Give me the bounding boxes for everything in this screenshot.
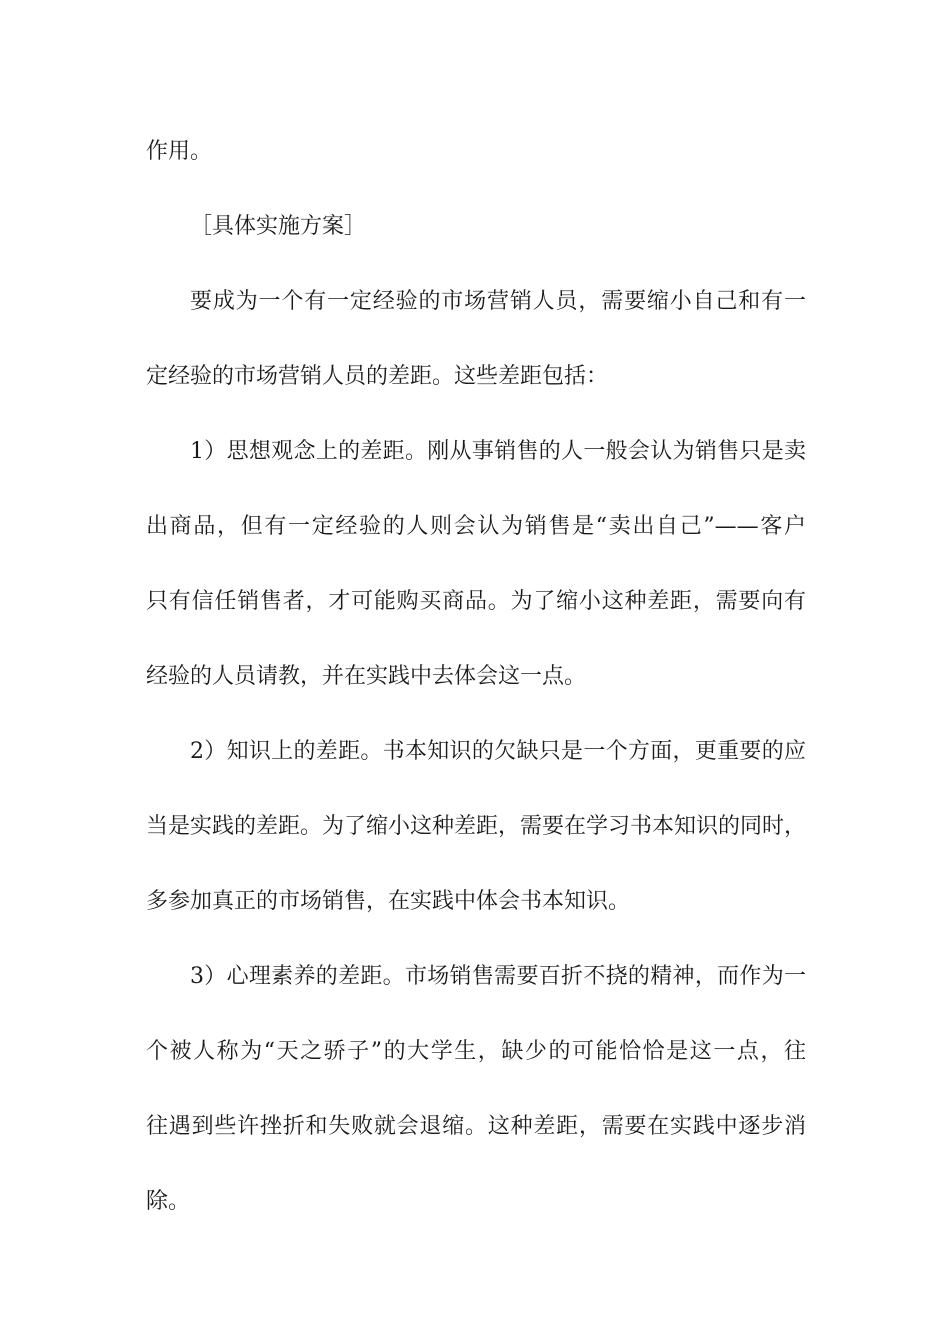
- body-text: [146, 125, 806, 1250]
- point-2-line-2: 当是实践的差距。为了缩小这种差距，需要在学习书本知识的同时，: [146, 814, 807, 839]
- point-1-line-3: 只有信任销售者，才可能购买商品。为了缩小这种差距，需要向有: [146, 589, 806, 614]
- point-1-line-1: 1）思想观念上的差距。刚从事销售的人一般会认为销售只是卖: [190, 439, 806, 464]
- point-2-line-3: 多参加真正的市场销售，在实践中体会书本知识。: [146, 889, 631, 914]
- point-2-line-1: 2）知识上的差距。书本知识的欠缺只是一个方面，更重要的应: [190, 739, 806, 764]
- point-3-line-3: 往遇到些许挫折和失败就会退缩。这种差距，需要在实践中逐步消: [146, 1114, 806, 1139]
- point-3-line-4: 除。: [146, 1189, 191, 1214]
- paragraph-ending-line: 作用。: [146, 139, 213, 164]
- intro-line-1: 要成为一个有一定经验的市场营销人员，需要缩小自己和有一: [190, 289, 806, 314]
- point-1-line-2: 出商品，但有一定经验的人则会认为销售是“卖出自己”——客户: [146, 514, 806, 539]
- section-heading: ［具体实施方案］: [190, 214, 367, 239]
- point-3-line-2: 个被人称为“天之骄子”的大学生，缺少的可能恰恰是这一点，往: [146, 1039, 806, 1064]
- point-1-line-4: 经验的人员请教，并在实践中去体会这一点。: [146, 664, 587, 689]
- point-3-line-1: 3）心理素养的差距。市场销售需要百折不挠的精神，而作为一: [190, 964, 806, 989]
- intro-line-2: 定经验的市场营销人员的差距。这些差距包括：: [146, 364, 609, 389]
